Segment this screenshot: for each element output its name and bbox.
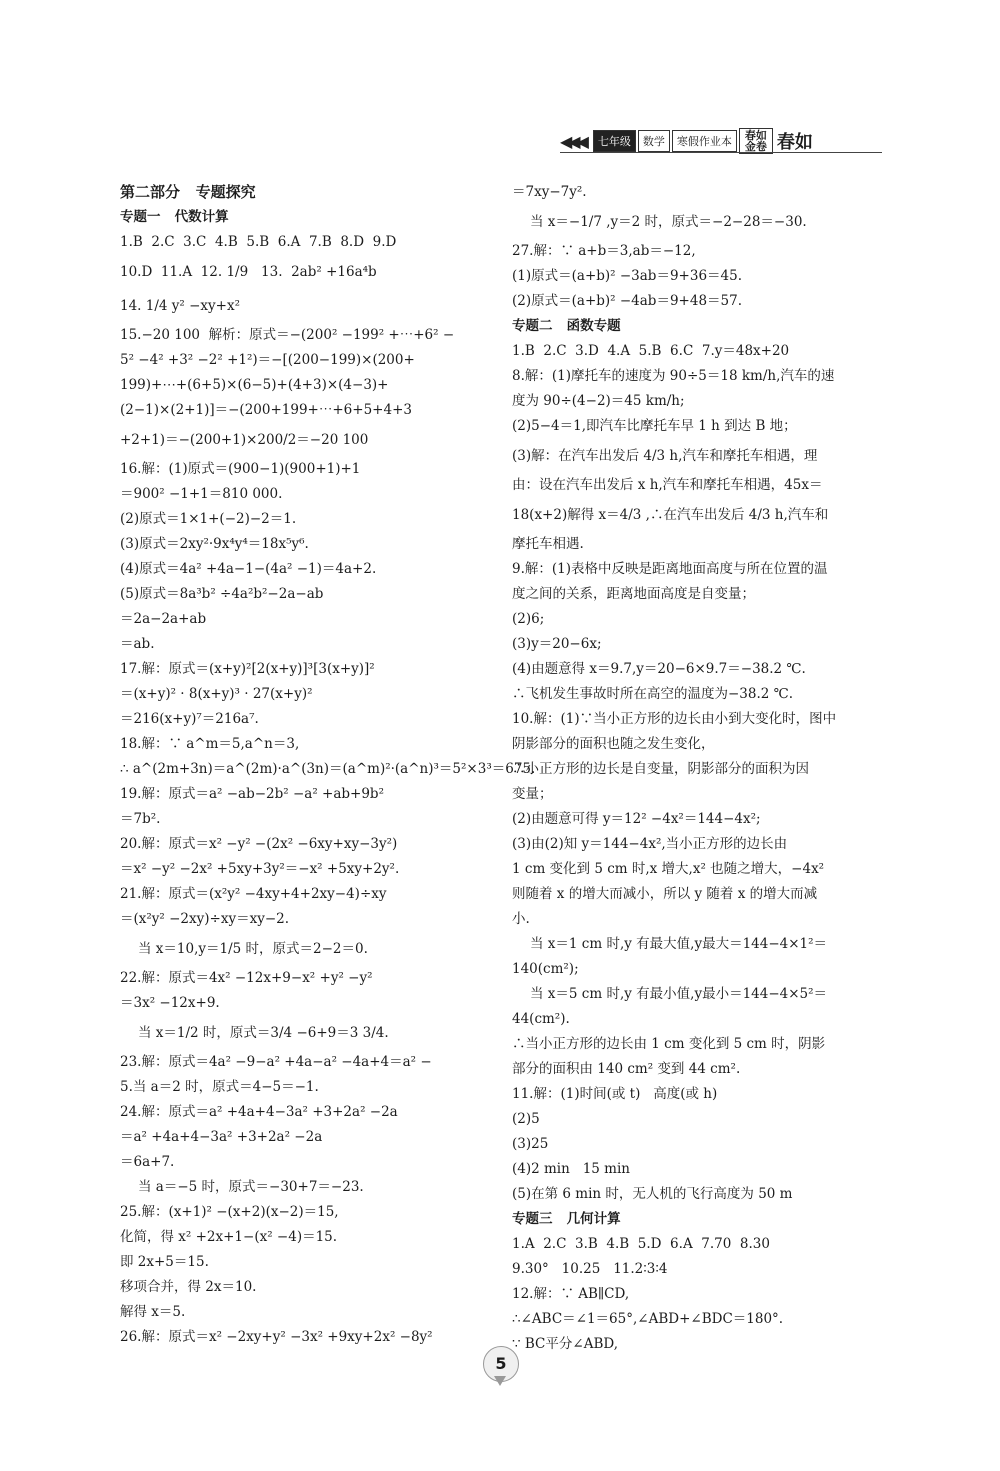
- left-column-line: 化简，得 x² +2x+1−(x² −4)＝15.: [120, 1229, 338, 1245]
- left-column-line: ＝900² −1+1＝810 000.: [120, 486, 283, 502]
- left-column-line: 22.解：原式＝4x² −12x+9−x² +y² −y²: [120, 970, 373, 986]
- right-column-line: 当 x＝5 cm 时,y 有最小值,y最小＝144−4×5²＝: [530, 986, 828, 1002]
- left-column-line: 当 a＝−5 时，原式＝−30+7＝−23.: [138, 1179, 364, 1195]
- right-column-line: 部分的面积由 140 cm² 变到 44 cm².: [512, 1061, 741, 1077]
- left-column-line: (5)原式＝8a³b² ÷4a²b²−2a−ab: [120, 586, 324, 602]
- right-column-line: 专题三 几何计算: [512, 1211, 621, 1227]
- left-column-line: 14. 1/4 y² −xy+x²: [120, 298, 240, 314]
- right-column-line: (4)由题意得 x＝9.7,y＝20−6×9.7＝−38.2 ℃.: [512, 661, 806, 677]
- left-column-line: 199)+⋯+(6+5)×(6−5)+(4+3)×(4−3)+: [120, 377, 389, 393]
- right-column-line: ∴小正方形的边长是自变量，阴影部分的面积为因: [512, 761, 809, 777]
- left-column-line: 即 2x+5＝15.: [120, 1254, 209, 1270]
- left-column-line: (2)原式＝1×1+(−2)−2＝1.: [120, 511, 297, 527]
- left-column-line: 26.解：原式＝x² −2xy+y² −3x² +9xy+2x² −8y²: [120, 1329, 433, 1345]
- right-column-line: 18(x+2)解得 x＝4/3 ,∴在汽车出发后 4/3 h,汽车和: [512, 507, 829, 523]
- left-column-line: 1.B 2.C 3.C 4.B 5.B 6.A 7.B 8.D 9.D: [120, 234, 397, 250]
- left-column-line: (3)原式＝2xy²·9x⁴y⁴＝18x⁵y⁶.: [120, 536, 309, 552]
- right-column-line: (1)原式＝(a+b)² −3ab＝9+36＝45.: [512, 268, 743, 284]
- page-number-pin-icon: [494, 1376, 506, 1386]
- right-column-line: 11.解：(1)时间(或 t) 高度(或 h): [512, 1086, 718, 1102]
- book-header: [560, 128, 882, 154]
- right-column-line: 当 x＝−1/7 ,y＝2 时，原式＝−2−28＝−30.: [530, 214, 807, 230]
- left-column-line: 5² −4² +3² −2² +1²)＝−[(200−199)×(200+: [120, 352, 415, 368]
- left-column-line: 20.解：原式＝x² −y² −(2x² −6xy+xy−3y²): [120, 836, 398, 852]
- left-column-line: 当 x＝10,y＝1/5 时，原式＝2−2＝0.: [138, 941, 368, 957]
- left-column-line: ＝(x²y² −2xy)÷xy＝xy−2.: [120, 911, 290, 927]
- right-column-line: (3)25: [512, 1136, 549, 1152]
- right-column-line: 44(cm²).: [512, 1011, 570, 1027]
- left-column-line: (2−1)×(2+1)]＝−(200+199+⋯+6+5+4+3: [120, 402, 412, 418]
- right-column-line: ∴当小正方形的边长由 1 cm 变化到 5 cm 时，阴影: [512, 1036, 826, 1052]
- left-column-line: 18.解：∵ a^m＝5,a^n＝3,: [120, 736, 300, 752]
- right-column-line: (5)在第 6 min 时，无人机的飞行高度为 50 m: [512, 1186, 793, 1202]
- arrows-icon: ◀◀◀: [560, 131, 585, 151]
- right-column-line: ∴∠ABC＝∠1＝65°,∠ABD+∠BDC＝180°.: [512, 1311, 784, 1327]
- left-column-line: 10.D 11.A 12. 1/9 13. 2ab² +16a⁴b: [120, 264, 377, 280]
- left-column-line: ∴ a^(2m+3n)＝a^(2m)·a^(3n)＝(a^m)²·(a^n)³＝5²×3³＝675.: [120, 761, 536, 777]
- left-column-line: 16.解：(1)原式＝(900−1)(900+1)+1: [120, 461, 361, 477]
- brand-mark: [739, 128, 773, 154]
- right-column-line: 12.解：∵ AB∥CD,: [512, 1286, 630, 1302]
- right-column-line: ＝7xy−7y².: [512, 184, 587, 200]
- right-column-line: 阴影部分的面积也随之发生变化，: [512, 736, 715, 752]
- right-column-line: 140(cm²);: [512, 961, 579, 977]
- left-column-line: 17.解：原式＝(x+y)²[2(x+y)]³[3(x+y)]²: [120, 661, 375, 677]
- page-number: 5: [483, 1346, 519, 1382]
- right-column-line: (2)6;: [512, 611, 545, 627]
- right-column-line: 8.解：(1)摩托车的速度为 90÷5＝18 km/h,汽车的速: [512, 368, 835, 384]
- brand-top: 春如: [744, 129, 767, 142]
- left-column-line: (4)原式＝4a² +4a−1−(4a² −1)＝4a+2.: [120, 561, 377, 577]
- right-column-line: 专题二 函数专题: [512, 318, 621, 334]
- left-column-line: ＝(x+y)² · 8(x+y)³ · 27(x+y)²: [120, 686, 313, 702]
- left-column-line: 25.解：(x+1)² −(x+2)(x−2)＝15,: [120, 1204, 339, 1220]
- right-column-line: (2)原式＝(a+b)² −4ab＝9+48＝57.: [512, 293, 743, 309]
- left-column-line: 当 x＝1/2 时，原式＝3/4 −6+9＝3 3/4.: [138, 1025, 389, 1041]
- left-column-line: 23.解：原式＝4a² −9−a² +4a−a² −4a+4＝a² −: [120, 1054, 432, 1070]
- left-column-line: ＝7b².: [120, 811, 161, 827]
- right-column-line: 度之间的关系，距离地面高度是自变量；: [512, 586, 755, 602]
- left-column-line: 21.解：原式＝(x²y² −4xy+4+2xy−4)÷xy: [120, 886, 387, 902]
- right-column-line: 1 cm 变化到 5 cm 时,x 增大,x² 也随之增大，−4x²: [512, 861, 825, 877]
- right-column-line: 1.B 2.C 3.D 4.A 5.B 6.C 7.y＝48x+20: [512, 343, 790, 359]
- left-column-line: ＝ab.: [120, 636, 155, 652]
- grade-label: 七年级: [593, 130, 636, 152]
- left-column-line: ＝3x² −12x+9.: [120, 995, 220, 1011]
- right-column-line: 9.解：(1)表格中反映是距离地面高度与所在位置的温: [512, 561, 828, 577]
- brand-logo: 春如: [776, 132, 813, 153]
- right-column-line: (2)由题意可得 y＝12² −4x²＝144−4x²;: [512, 811, 761, 827]
- right-column-line: 9.30° 10.25 11.2∶3∶4: [512, 1261, 668, 1277]
- right-column-line: 当 x＝1 cm 时,y 有最大值,y最大＝144−4×1²＝: [530, 936, 828, 952]
- left-column-line: ＝216(x+y)⁷＝216a⁷.: [120, 711, 259, 727]
- right-column-line: 则随着 x 的增大而减小，所以 y 随着 x 的增大而减: [512, 886, 818, 902]
- right-column-line: (3)由(2)知 y＝144−4x²,当小正方形的边长由: [512, 836, 788, 852]
- right-column-line: 摩托车相遇.: [512, 536, 584, 552]
- right-column-line: 1.A 2.C 3.B 4.B 5.D 6.A 7.70 8.30: [512, 1236, 770, 1252]
- left-column-line: 24.解：原式＝a² +4a+4−3a² +3+2a² −2a: [120, 1104, 398, 1120]
- left-column-line: ＝a² +4a+4−3a² +3+2a² −2a: [120, 1129, 323, 1145]
- right-column-line: (2)5: [512, 1111, 540, 1127]
- left-column-line: ＝2a−2a+ab: [120, 611, 207, 627]
- book-label: 寒假作业本: [672, 130, 737, 152]
- header-rule: [560, 152, 882, 153]
- right-column-line: ∴飞机发生事故时所在高空的温度为−38.2 ℃.: [512, 686, 794, 702]
- left-column-line: +2+1)＝−(200+1)×200/2＝−20 100: [120, 432, 369, 448]
- right-column-line: 由：设在汽车出发后 x h,汽车和摩托车相遇，45x＝: [512, 477, 823, 493]
- right-column-line: 27.解：∵ a+b＝3,ab＝−12,: [512, 243, 696, 259]
- right-column-line: (3)y＝20−6x;: [512, 636, 602, 652]
- right-column: [512, 180, 884, 1357]
- subject-label: 数学: [638, 130, 670, 152]
- right-column-line: (2)5−4＝1,即汽车比摩托车早 1 h 到达 B 地；: [512, 418, 797, 434]
- right-column-line: 10.解：(1)∵当小正方形的边长由小到大变化时，图中: [512, 711, 837, 727]
- left-column-line: ＝x² −y² −2x² +5xy+3y²＝−x² +5xy+2y².: [120, 861, 400, 877]
- left-column-line: 解得 x＝5.: [120, 1304, 186, 1320]
- right-column-line: (3)解：在汽车出发后 4/3 h,汽车和摩托车相遇，理: [512, 448, 818, 464]
- left-column-line: 专题一 代数计算: [120, 209, 229, 225]
- right-column-line: (4)2 min 15 min: [512, 1161, 630, 1177]
- left-column-line: 移项合并，得 2x＝10.: [120, 1279, 257, 1295]
- left-column-line: 19.解：原式＝a² −ab−2b² −a² +ab+9b²: [120, 786, 384, 802]
- right-column-line: 度为 90÷(4−2)＝45 km/h;: [512, 393, 685, 409]
- right-column-line: 小.: [512, 911, 530, 927]
- left-column-line: 15.−20 100 解析：原式＝−(200² −199² +⋯+6² −: [120, 327, 455, 343]
- left-column-line: 5.当 a＝2 时，原式＝4−5＝−1.: [120, 1079, 319, 1095]
- right-column-line: 变量；: [512, 786, 553, 802]
- left-column-line: 第二部分 专题探究: [120, 183, 256, 201]
- left-column-line: ＝6a+7.: [120, 1154, 175, 1170]
- right-column-line: ∵ BC平分∠ABD,: [512, 1336, 618, 1352]
- brand-bottom: 金卷: [744, 140, 767, 153]
